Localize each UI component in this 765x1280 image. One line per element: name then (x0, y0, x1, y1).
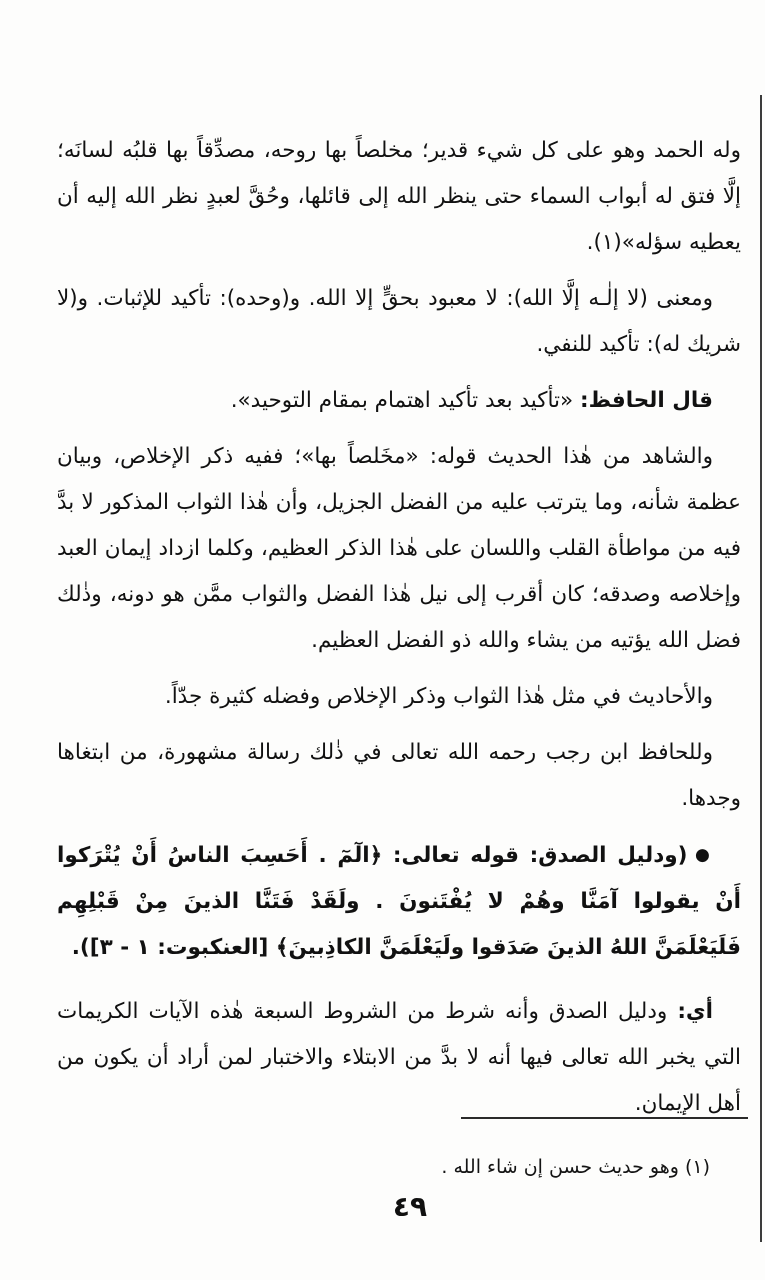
page-body (57, 128, 741, 1137)
page-number: ٤٩ (392, 1190, 428, 1223)
footnote-divider (461, 1117, 748, 1119)
paragraph-dalil-sidq-quran (57, 832, 741, 971)
paragraph-hadith-conclusion: وله الحمد وهو على كل شيء قدير؛ مخلصاً بها روحه، مصدِّقاً بها قلبُه لسانَه؛ إلَّا فتق له أبواب السماء حتى ينظر الله إلى قائلها، وحُقَّ لعبدٍ نظر الله إليه أن يعطيه سؤله»(١). (57, 138, 741, 255)
bullet-icon: ● (694, 845, 713, 865)
paragraph-text: «تأكيد بعد تأكيد اهتمام بمقام التوحيد». (230, 388, 580, 413)
paragraph-ahadith: والأحاديث في مثل هٰذا الثواب وذكر الإخلاص وفضله كثيرة جدّاً. (164, 684, 713, 709)
paragraph-text: ودليل الصدق وأنه شرط من الشروط السبعة هٰذه الآيات الكريمات التي يخبر الله تعالى فيها أنه لا بدَّ من الابتلاء والاختبار لمن أراد أن يكون من أهل الإيمان. (57, 999, 741, 1116)
scan-edge-line (760, 95, 762, 1242)
paragraph-explanation (57, 989, 741, 1127)
paragraph-lead: أي: (677, 999, 713, 1024)
paragraph-shahid: والشاهد من هٰذا الحديث قوله: «مخَلصاً بها»؛ ففيه ذكر الإخلاص، وبيان عظمة شأنه، وما يترتب عليه من الفضل الجزيل، وأن هٰذا الثواب المذكور لا بدَّ فيه من مواطأة القلب واللسان على هٰذا الذكر العظيم، وكلما ازداد إيمان العبد وإخلاصه وصدقه؛ كان أقرب إلى نيل هٰذا الفضل والثواب ممَّن هو دونه، وذٰلك فضل الله يؤتيه من يشاء والله ذو الفضل العظيم. (57, 444, 741, 653)
footnote-text: (١) وهو حديث حسن إن شاء الله . (441, 1156, 710, 1178)
paragraph-ibn-rajab: وللحافظ ابن رجب رحمه الله تعالى في ذٰلك رسالة مشهورة، من ابتغاها وجدها. (57, 740, 741, 811)
paragraph-meaning-la-ilaha: ومعنى (لا إلٰـه إلَّا الله): لا معبود بحقٍّ إلا الله. و(وحده): تأكيد للإثبات. و(لا شريك له): تأكيد للنفي. (57, 286, 741, 357)
paragraph-lead: قال الحافظ: (580, 388, 713, 413)
paragraph-hafiz-quote (57, 378, 741, 424)
paragraph-text: (ودليل الصدق: قوله تعالى: ﴿الٓمٓ . أَحَسِبَ الناسُ أَنْ يُتْرَكوا أَنْ يقولوا آمَنَّا وهُمْ لا يُفْتَنونَ . ولَقَدْ فَتَنَّا الذينَ مِنْ قَبْلِهِم فَلَيَعْلَمَنَّ اللهُ الذينَ صَدَقوا ولَيَعْلَمَنَّ الكاذِبينَ﴾ [العنكبوت: ١ - ٣]). (57, 843, 741, 960)
